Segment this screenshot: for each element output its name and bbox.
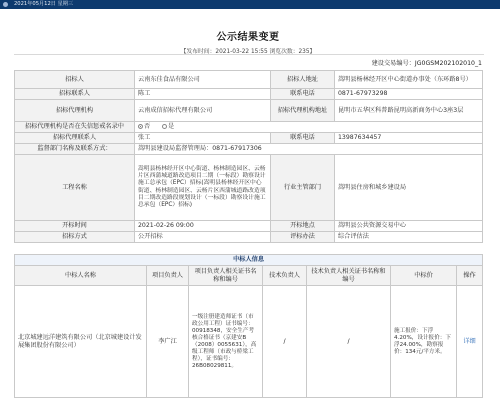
eval-value: 综合评估法: [335, 232, 483, 243]
trade-code: 建设交易编号：JG0GSM202102010_1: [371, 60, 482, 67]
phone-label: 联系电话: [271, 89, 335, 100]
open-time-label: 开标时间: [15, 221, 135, 232]
disclose-yes: 是: [168, 123, 175, 130]
agency-value: 云南成信招标代理有限公司: [135, 100, 271, 122]
col-header-pm: 项目负责人: [147, 266, 189, 286]
winner-section-row: [15, 255, 483, 266]
winner-tech: /: [263, 286, 307, 398]
info-row-agency: [15, 100, 483, 122]
info-row-method: [15, 232, 483, 243]
radio-no-icon[interactable]: [138, 124, 143, 129]
radio-yes-icon[interactable]: [162, 124, 167, 129]
agent-contact-value: 张工: [135, 133, 271, 144]
winner-section-title: 中标人信息: [15, 255, 483, 266]
winner-table: [14, 254, 483, 398]
winner-tech-cert: /: [307, 286, 391, 398]
agent-contact-label: 招标代理联系人: [15, 133, 135, 144]
tenderer-addr-label: 招标人地址: [271, 71, 335, 89]
winner-pm: 李广江: [147, 286, 189, 398]
info-row-contact: [15, 89, 483, 100]
supervise-value: 嵩明县建设局监督管理局：0871-67917306: [135, 144, 483, 155]
tenderer-addr-value: 嵩明县杨林经开区中心街道办事处（东环路8号）: [335, 71, 483, 89]
col-header-pm-cert: 项目负责人相关证书名称和编号: [189, 266, 263, 286]
method-label: 招标方式: [15, 232, 135, 243]
industry-label: 行业主管部门: [271, 155, 335, 221]
col-header-action: 操作: [457, 266, 483, 286]
agency-addr-label: 招标代理机构地址: [271, 100, 335, 122]
action-cell: [457, 286, 483, 398]
contact-value: 陈工: [135, 89, 271, 100]
disclose-label: 招标代理机构是否在失信惩戒名录中: [15, 122, 135, 133]
info-table: [14, 70, 483, 243]
disclose-options: [135, 122, 483, 133]
agency-addr-value: 昆明市五华区科普路昆明高新商务中心3座3层: [335, 100, 483, 122]
top-bar: [0, 0, 500, 9]
table-row: [15, 286, 483, 398]
col-header-tech-cert: 技术负责人相关证书名称和编号: [307, 266, 391, 286]
method-value: 公开招标: [135, 232, 271, 243]
clock-icon: [3, 2, 8, 7]
winner-price: 施工报价：下浮4.20%，设计报价：下浮24.00%，勘察报价：134元/平方米。: [391, 286, 457, 398]
project-value: 嵩明县杨林经开区中心街道、杨林制造园区、云杨片区西蒲城道路改造项目二期（一标段）勘察设计施工总承包（EPC）招标(嵩明县杨林经开区中心街道、杨林制造园区、云杨片区西蒲城道路改造项目二期改造路段规划设计（一标段）勘察设计施工总承包（EPC）招标): [135, 155, 271, 221]
project-label: 工程名称: [15, 155, 135, 221]
winner-pm-cert: 一级注册建造师证书（市政公用工程）证书编号：00918348，安全生产考核合格证书（京建安B（2008）0055631），高级工程师（市政与桥梁工程），证书编号：26B08029811。: [189, 286, 263, 398]
disclose-no: 否: [144, 123, 151, 130]
info-row-agent-contact: [15, 133, 483, 144]
winner-header-row: [15, 266, 483, 286]
winner-name: 北京城建远洋建筑有限公司（北京城建设计发展集团股份有限公司）: [15, 286, 147, 398]
notice-page: [4, 9, 492, 415]
phone-value: 0871-67973298: [335, 89, 483, 100]
open-time-value: 2021-02-26 09:00: [135, 221, 271, 232]
info-row-supervise: [15, 144, 483, 155]
col-header-name: 中标人名称: [15, 266, 147, 286]
tenderer-value: 云南东佳食品有限公司: [135, 71, 271, 89]
publish-meta: 【发布时间：2021-03-22 15:55 浏览次数：235】: [180, 49, 316, 55]
open-place-value: 嵩明县公共资源交易中心: [335, 221, 483, 232]
agent-phone-value: 13987634457: [335, 133, 483, 144]
col-header-tech: 技术负责人: [263, 266, 307, 286]
divider: [14, 54, 484, 55]
col-header-price: 中标价: [391, 266, 457, 286]
industry-value: 嵩明县住房和城乡建设局: [335, 155, 483, 221]
page-title: 公示结果变更: [216, 32, 280, 43]
tenderer-label: 招标人: [15, 71, 135, 89]
info-row-tenderer: [15, 71, 483, 89]
info-row-disclose: [15, 122, 483, 133]
contact-label: 招标联系人: [15, 89, 135, 100]
top-bar-date: 2021年05月12日 星期三: [14, 1, 74, 7]
info-row-project: [15, 155, 483, 221]
supervise-label: 监督部门名称及联系方式：: [15, 144, 135, 155]
open-place-label: 开标地点: [271, 221, 335, 232]
eval-label: 评标办法: [271, 232, 335, 243]
info-row-open: [15, 221, 483, 232]
agent-phone-label: 联系电话: [271, 133, 335, 144]
agency-label: 招标代理机构: [15, 100, 135, 122]
detail-link[interactable]: 详细: [463, 337, 476, 345]
